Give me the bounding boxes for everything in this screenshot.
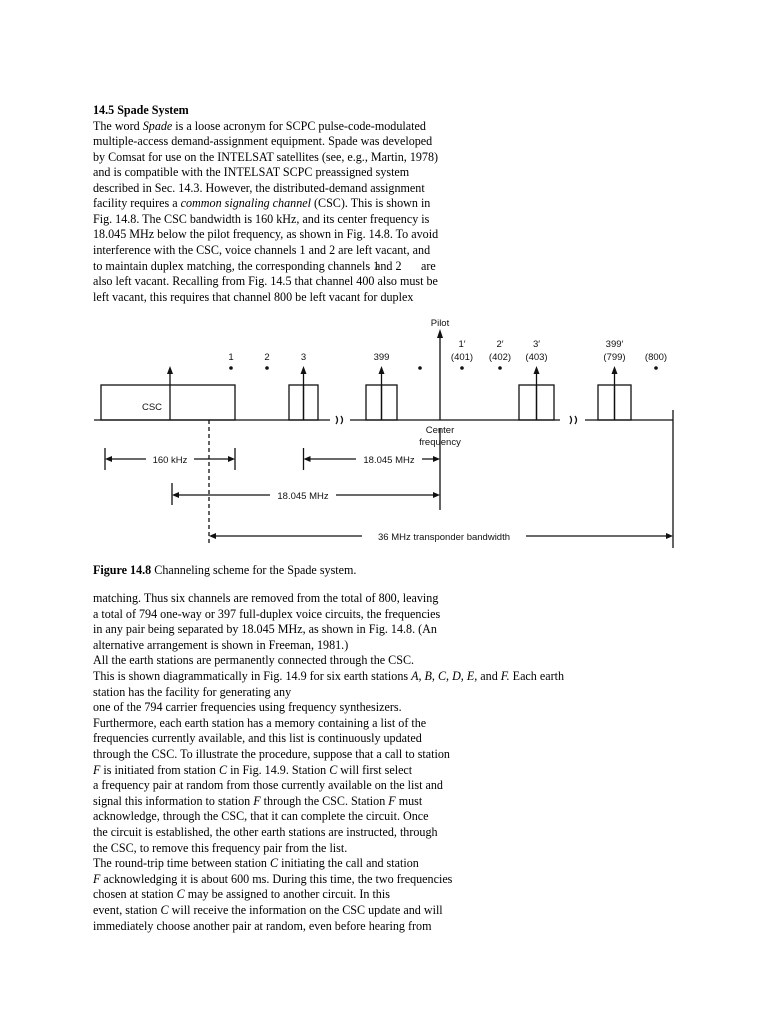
channel-3-label: 3 xyxy=(300,352,307,363)
text-segment: common signaling channel xyxy=(180,196,311,211)
break-mark-right xyxy=(570,416,577,424)
text-segment: one of the 794 carrier frequencies using frequency synthesizers. xyxy=(93,700,402,715)
paragraph-bottom-line xyxy=(93,778,443,793)
channel-402-label: (402) xyxy=(488,352,512,363)
text-segment: F xyxy=(388,793,396,808)
text-segment: All the earth stations are permanently connected through the CSC. xyxy=(93,653,415,668)
text-segment: a total of 794 one-way or 397 full-duplex voice circuits, the frequencies xyxy=(93,606,441,621)
text-segment: will first select xyxy=(337,762,413,777)
text-segment: through the CSC. To illustrate the procedure, suppose that a call to station xyxy=(93,747,450,761)
text-segment: immediately choose another pair at random, even before hearing from xyxy=(93,918,432,933)
text-segment: is a loose acronym for SCPC pulse-code-modulated xyxy=(172,118,426,133)
channel-401-label: (401) xyxy=(450,352,474,363)
paragraph-bottom-line xyxy=(93,919,432,934)
dim-18045-lower-label: 18.045 MHz xyxy=(277,491,329,502)
paragraph-bottom-line xyxy=(93,700,402,715)
paragraph-bottom-line xyxy=(93,856,419,871)
figure-caption xyxy=(93,563,356,578)
channel-399-label: 399 xyxy=(373,352,390,363)
text-segment: Furthermore, each earth station has a memory containing a list of the xyxy=(93,715,427,730)
text-segment: the circuit is established, the other earth stations are instructed, through xyxy=(93,825,438,839)
text-segment: The word xyxy=(93,118,143,133)
paragraph-bottom-line xyxy=(93,903,443,918)
text-segment: and 2 xyxy=(375,258,402,273)
csc-box xyxy=(101,385,235,420)
text-segment: a frequency pair at random from those currently available on the list and xyxy=(93,778,443,793)
caption-label: Figure 14.8 xyxy=(93,563,152,577)
text-segment: (CSC). This is shown in xyxy=(310,196,431,211)
text-segment: described in Sec. 14.3. However, the distributed-demand assignment xyxy=(93,180,425,195)
text-segment: matching. Thus six channels are removed from the total of 800, leaving xyxy=(93,591,439,605)
text-segment: initiating the call and station xyxy=(278,856,419,871)
channel-399prime-label: 399′ xyxy=(605,339,624,350)
text-segment: signal this information to station xyxy=(93,793,254,808)
paragraph-bottom-line xyxy=(93,591,438,606)
paragraph-bottom-line xyxy=(93,763,412,778)
paragraph-bottom-line xyxy=(93,607,440,622)
paragraph-bottom-line xyxy=(93,731,422,746)
text-segment: This is shown diagrammatically in Fig. 14.9 for six earth stations xyxy=(93,669,412,683)
vacant-channel-400-dot xyxy=(418,366,422,370)
paragraph-bottom-line xyxy=(93,669,564,684)
text-segment: The round-trip time between station xyxy=(93,856,270,871)
vacant-channel-800-dot xyxy=(654,366,658,370)
paragraph-bottom-line xyxy=(93,825,438,840)
channel-3prime-label: 3′ xyxy=(532,339,541,350)
dim-160-khz-label: 160 kHz xyxy=(152,455,188,466)
paragraph-bottom-line xyxy=(93,887,390,902)
vacant-channel-401-dot xyxy=(460,366,464,370)
text-segment: are xyxy=(421,258,436,273)
text-segment: frequencies currently available, and this list is continuously updated xyxy=(93,731,422,746)
text-segment: and xyxy=(477,669,501,683)
center-frequency-label-1: Center xyxy=(425,425,455,436)
text-segment: through the CSC. Station xyxy=(260,793,389,808)
text-segment: F xyxy=(93,762,101,777)
text-segment: facility requires a xyxy=(93,196,181,211)
csc-label: CSC xyxy=(141,402,163,413)
channel-800-label: (800) xyxy=(644,352,668,363)
text-segment: C xyxy=(218,762,228,777)
text-segment: event, station xyxy=(93,903,161,917)
text-segment: in any pair being separated by 18.045 MHz, as shown in Fig. 14.8. (An xyxy=(93,622,437,637)
channel-1-label: 1 xyxy=(228,352,234,363)
text-segment: may be assigned to another circuit. In this xyxy=(184,887,390,902)
text-segment: 14.5 Spade System xyxy=(93,103,189,117)
text-segment: is initiated from station xyxy=(100,762,219,777)
dim-18045-upper-label: 18.045 MHz xyxy=(363,455,415,466)
vacant-channel-1-dot xyxy=(229,366,233,370)
text-segment: must xyxy=(395,793,423,808)
paragraph-bottom-line xyxy=(93,794,422,809)
text-segment: also left vacant. Recalling from Fig. 14.5 that channel 400 also must be xyxy=(93,274,438,289)
text-segment: C xyxy=(329,762,338,777)
text-segment: A, B, C, D, E, xyxy=(411,669,478,683)
paragraph-bottom-line xyxy=(93,747,450,762)
center-frequency-label-2: frequency xyxy=(419,437,461,448)
text-segment: Fig. 14.8. The CSC bandwidth is 160 kHz, and its center frequency is xyxy=(93,211,430,226)
paragraph-bottom-line xyxy=(93,809,429,824)
text-segment: in Fig. 14.9. Station xyxy=(227,762,330,777)
paragraph-bottom-line xyxy=(93,638,348,653)
dim-36mhz-label: 36 MHz transponder bandwidth xyxy=(377,532,511,543)
text-segment: multiple-access demand-assignment equipment. Spade was developed xyxy=(93,134,433,149)
paragraph-bottom-line xyxy=(93,841,347,856)
paragraph-bottom-line xyxy=(93,872,452,887)
text-segment: F. xyxy=(500,669,510,683)
paragraph-bottom-line xyxy=(93,716,426,731)
text-segment: by Comsat for use on the INTELSAT satellites (see, e.g., Martin, 1978) xyxy=(93,149,439,164)
channel-1prime-label: 1′ xyxy=(458,339,466,350)
text-segment: the CSC, to remove this frequency pair from the list. xyxy=(93,840,348,855)
paragraph-bottom-line xyxy=(93,653,414,668)
text-segment: C xyxy=(270,856,279,871)
caption-text: Channeling scheme for the Spade system. xyxy=(151,563,357,577)
text-segment: chosen at station xyxy=(93,887,177,902)
text-segment: C xyxy=(160,903,169,917)
paragraph-bottom-line xyxy=(93,622,437,637)
text-segment: to maintain duplex matching, the corresponding channels 1 xyxy=(93,258,380,273)
text-segment: station has the facility for generating any xyxy=(93,684,292,699)
text-segment: F xyxy=(253,793,261,808)
channel-403-label: (403) xyxy=(525,352,548,363)
vacant-channel-402-dot xyxy=(498,366,502,370)
vacant-channel-2-dot xyxy=(265,366,269,370)
channel-799-label: (799) xyxy=(603,352,626,363)
text-segment: acknowledging it is about 600 ms. During this time, the two frequencies xyxy=(100,871,453,886)
text-segment: 18.045 MHz below the pilot frequency, as shown in Fig. 14.8. To avoid xyxy=(93,227,439,242)
pilot-label: Pilot xyxy=(430,318,450,329)
paragraph-bottom-line xyxy=(93,685,291,700)
text-segment: will receive the information on the CSC update and will xyxy=(168,903,443,917)
break-mark-left xyxy=(336,416,343,424)
text-segment: F xyxy=(93,871,101,886)
text-segment: interference with the CSC, voice channels 1 and 2 are left vacant, and xyxy=(93,242,431,257)
text-segment: and is compatible with the INTELSAT SCPC preassigned system xyxy=(93,165,410,180)
text-segment: acknowledge, through the CSC, that it can complete the circuit. Once xyxy=(93,809,429,824)
text-segment: C xyxy=(176,887,185,902)
text-segment: Spade xyxy=(142,118,173,133)
channel-2-label: 2 xyxy=(264,352,270,363)
text-segment: Each earth xyxy=(509,669,565,683)
text-segment: alternative arrangement is shown in Freeman, 1981.) xyxy=(93,637,349,652)
channel-2prime-label: 2′ xyxy=(496,339,504,350)
text-segment: left vacant, this requires that channel 800 be left vacant for duplex xyxy=(93,289,414,304)
